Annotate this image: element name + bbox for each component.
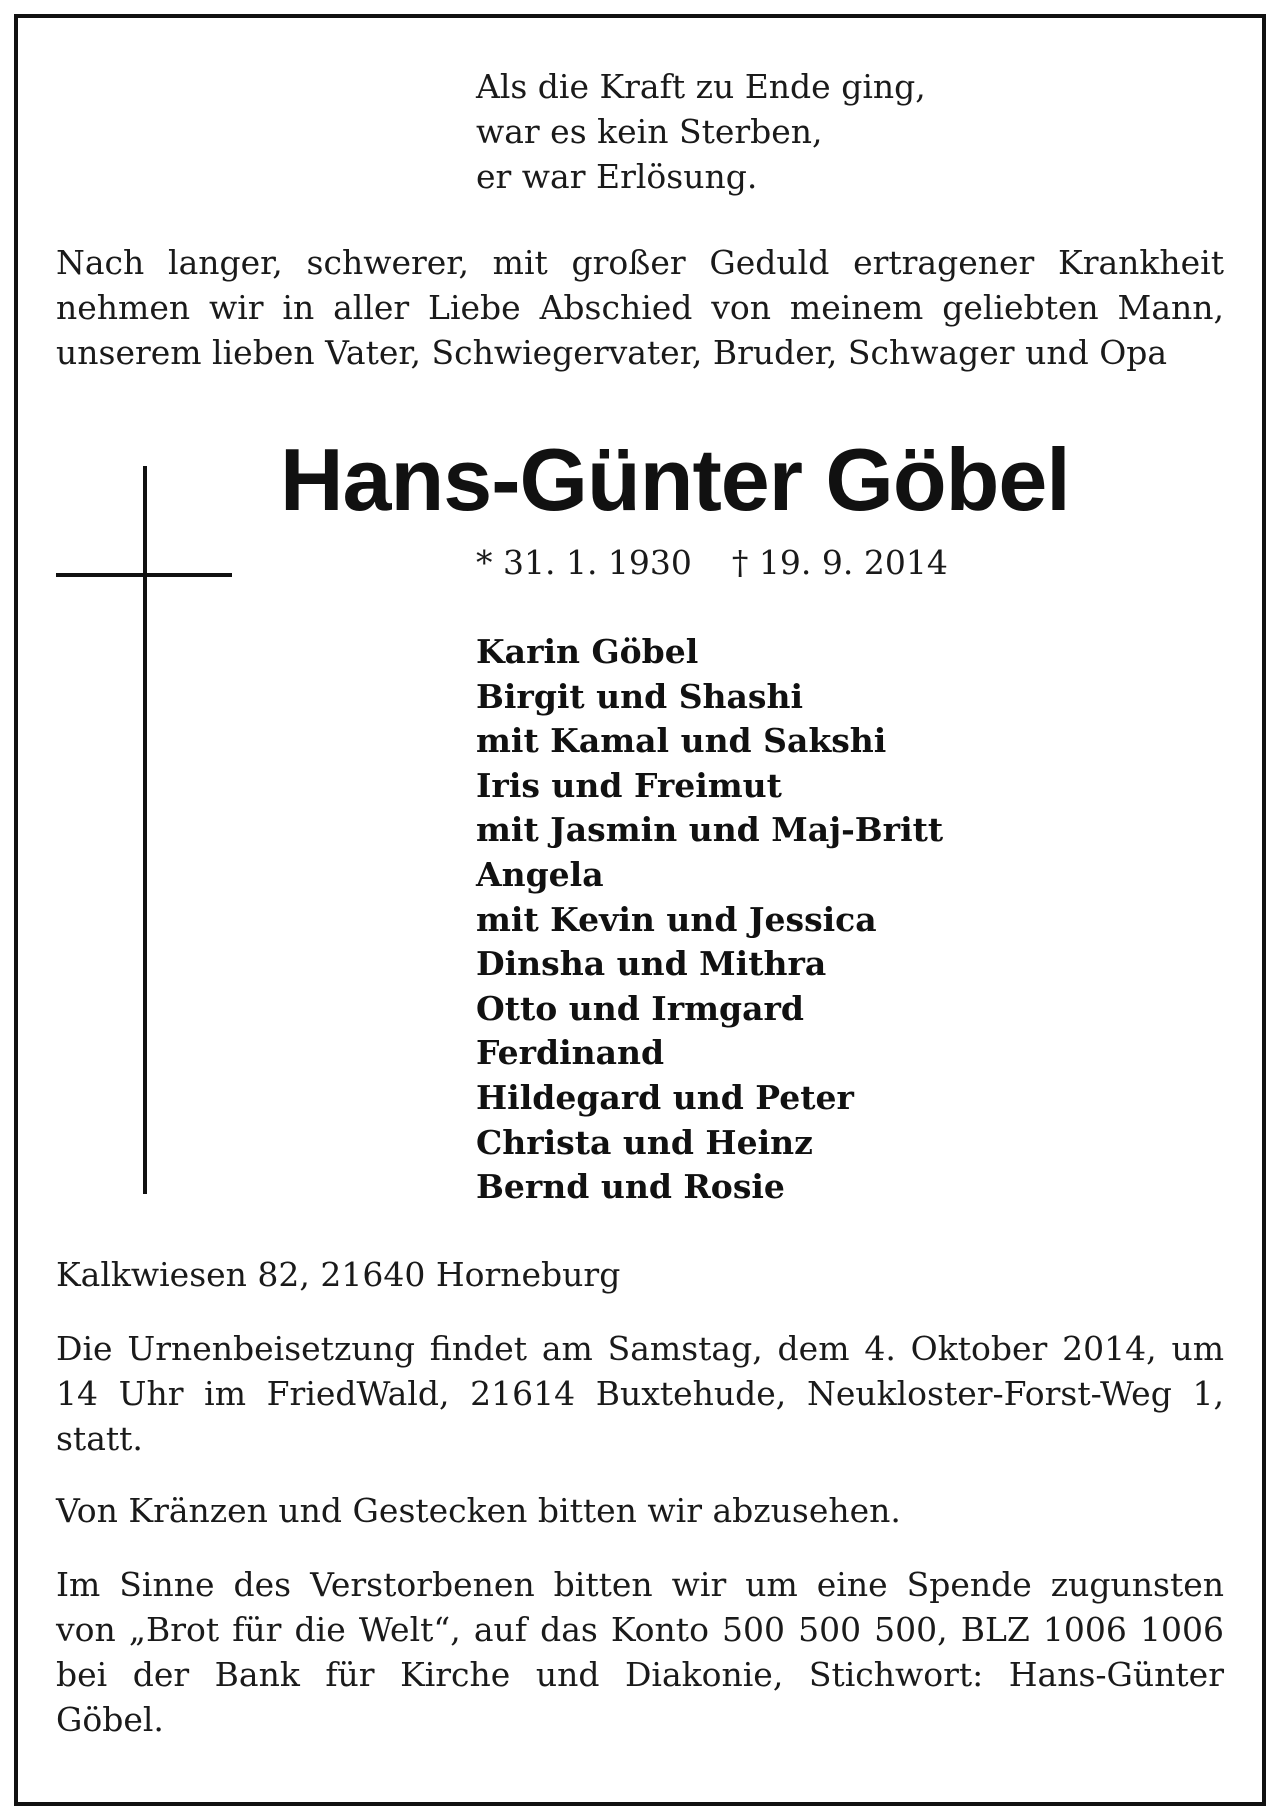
family-member: Birgit und Shashi	[476, 676, 804, 716]
family-member: Ferdinand	[476, 1033, 665, 1073]
family-member: Bernd und Rosie	[476, 1167, 785, 1207]
donation-line: Im Sinne des Verstorbenen bitten wir um eine Spende zugunsten	[56, 1565, 1224, 1604]
burial-line: Die Urnenbeisetzung findet am Samstag, dem 4. Oktober 2014, um	[56, 1329, 1224, 1368]
poem-line: er war Erlösung.	[476, 157, 758, 196]
intro-line: nehmen wir in aller Liebe Abschied von meinem geliebten Mann,	[56, 288, 1224, 327]
donation-line: von „Brot für die Welt“, auf das Konto 500 500 500, BLZ 1006 1006	[56, 1610, 1224, 1649]
poem-line: Als die Kraft zu Ende ging,	[476, 67, 926, 106]
family-member: mit Kamal und Sakshi	[476, 721, 887, 761]
family-member: mit Kevin und Jessica	[476, 899, 877, 939]
wreaths-note	[56, 1488, 1224, 1533]
deceased-name: Hans-Günter Göbel	[280, 430, 1070, 529]
family-member: Christa und Heinz	[476, 1122, 813, 1162]
burial-line: 14 Uhr im FriedWald, 21614 Buxtehude, Neukloster-Forst-Weg 1,	[56, 1374, 1224, 1413]
family-member: mit Jasmin und Maj-Britt	[476, 810, 944, 850]
family-member: Dinsha und Mithra	[476, 944, 827, 984]
intro-text	[56, 240, 1224, 375]
poem	[476, 64, 926, 199]
intro-line: unserem lieben Vater, Schwiegervater, Bruder, Schwager und Opa	[56, 333, 1168, 372]
wreaths-line: Von Kränzen und Gestecken bitten wir abzusehen.	[56, 1491, 901, 1530]
donation-info	[56, 1562, 1224, 1742]
address: Kalkwiesen 82, 21640 Horneburg	[56, 1255, 621, 1294]
cross-icon-crossbar	[56, 573, 232, 577]
birth-date: * 31. 1. 1930	[476, 543, 692, 582]
family-member: Otto und Irmgard	[476, 988, 804, 1028]
family-member: Angela	[476, 854, 604, 894]
burial-info	[56, 1326, 1224, 1461]
donation-line: Göbel.	[56, 1700, 164, 1739]
family-member: Hildegard und Peter	[476, 1077, 854, 1117]
intro-line: Nach langer, schwerer, mit großer Geduld ertragener Krankheit	[56, 243, 1224, 282]
family-list	[476, 630, 943, 1210]
family-member: Iris und Freimut	[476, 765, 782, 805]
poem-line: war es kein Sterben,	[476, 112, 823, 151]
family-member: Karin Göbel	[476, 632, 699, 671]
burial-line: statt.	[56, 1419, 143, 1458]
donation-line: bei der Bank für Kirche und Diakonie, Stichwort: Hans-Günter	[56, 1655, 1224, 1694]
life-dates	[476, 540, 948, 585]
death-date: † 19. 9. 2014	[731, 543, 948, 582]
